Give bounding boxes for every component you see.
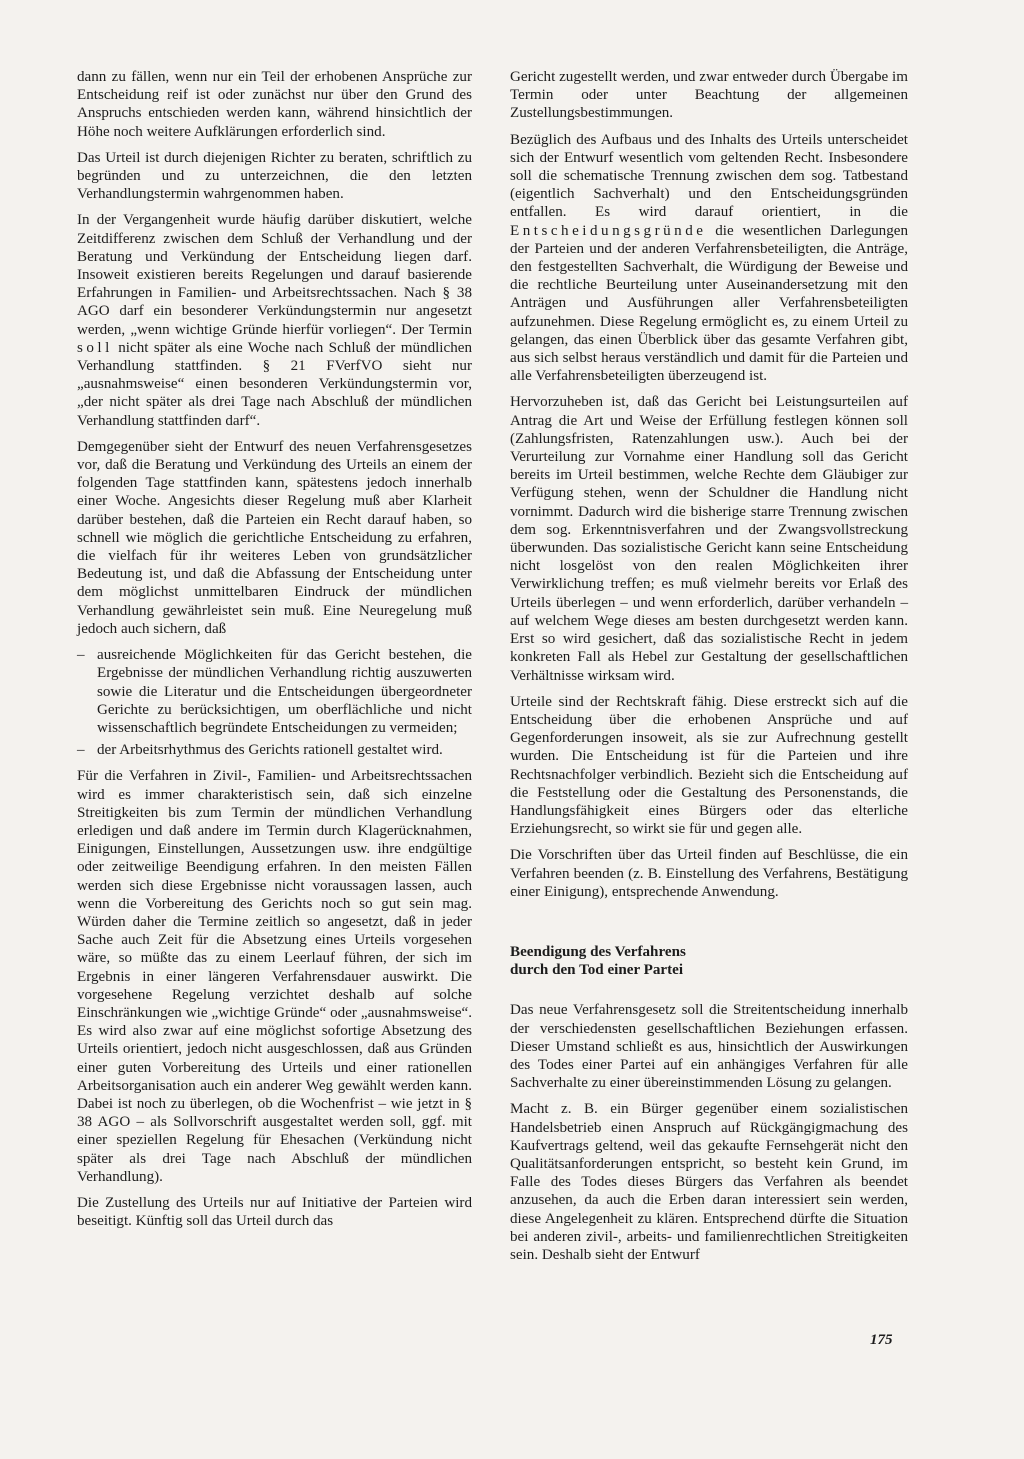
paragraph: Das neue Verfahrensgesetz soll die Streitentscheidung innerhalb der verschiedensten gesellschaftlichen Beziehungen erfassen. Dieser Umstand schließt es aus, hinsichtlich der Auswirkungen des Todes einer Partei auf ein anhängiges Verfahren für alle Sachverhalte zu einer übereinstimmenden Lösung zu gelangen. xyxy=(510,1002,908,1092)
left-column xyxy=(77,68,472,1238)
paragraph: Für die Verfahren in Zivil-, Familien- und Arbeitsrechtssachen wird es immer charakteristisch sein, daß sich einzelne Streitigkeiten bis zum Termin der mündlichen Verhandlung erledigen und daß andere im Termin durch Klagerücknahmen, Einigungen, Einstellungen, Aussetzungen usw. ihre endgültige oder zeitweilige Beendigung erfahren. In den meisten Fällen werden sich diese Ergebnisse nicht voraussagen lassen, auch wenn die Vorbereitung des Gerichts noch so gut sein mag. Würden daher die Termine zeitlich so angesetzt, daß in jeder Sache auch Zeit für die Absetzung eines Urteils vorgesehen wäre, so müßte das zu einem Leerlauf führen, der sich im Ergebnis in einer längeren Verfahrensdauer auswirkt. Die vorgesehene Regelung verzichtet deshalb auf solche Einschränkungen wie „wichtige Gründe“ oder „ausnahmsweise“. Es wird also zwar auf eine möglichst sofortige Absetzung des Urteils orientiert, jedoch nicht ausgeschlossen, daß aus Gründen einer guten Vorbereitung des Urteils und einer rationellen Arbeitsorganisation auch ein anderer Weg gewählt werden kann. Dabei ist noch zu überlegen, ob die Wochenfrist – wie jetzt in § 38 AGO – als Sollvorschrift ausgestaltet werden soll, ggf. mit einer speziellen Regelung für Ehesachen (Verkündung nicht später als drei Tage nach Abschluß der mündlichen Verhandlung). xyxy=(77,768,472,1185)
section-heading xyxy=(510,943,908,979)
paragraph-text: Bezüglich des Aufbaus und des Inhalts des Urteils unterscheidet sich der Entwurf wesentlich vom geltenden Recht. Insbesondere soll die schematische Trennung zwischen dem sog. Tatbestand (eigentlich Sachverhalt) und den Entscheidungsgründen entfallen. Es wird darauf orientiert, in die xyxy=(510,131,908,221)
dash-marker: – xyxy=(77,647,85,664)
paragraph: Die Zustellung des Urteils nur auf Initiative der Parteien wird beseitigt. Künftig soll das Urteil durch das xyxy=(77,1194,472,1230)
list-item xyxy=(77,741,472,759)
paragraph: Macht z. B. ein Bürger gegenüber einem sozialistischen Handelsbetrieb einen Anspruch auf Rückgängigmachung des Kaufvertrags geltend, weil das gekaufte Fernsehgerät nicht den Qualitätsanforderungen entspricht, so besteht kein Grund, im Falle des Todes dieses Bürgers das Verfahren als beendet anzusehen, da auch die Erben daran interessiert sein werden, diese Angelegenheit zu klären. Entsprechend dürfte die Situation bei anderen zivil-, arbeits- und familienrechtlichen Streitigkeiten sein. Deshalb sieht der Entwurf xyxy=(510,1101,908,1263)
section-heading-line1: Beendigung des Verfahrens xyxy=(510,943,686,960)
dash-marker: – xyxy=(77,742,85,759)
paragraph: Demgegenüber sieht der Entwurf des neuen Verfahrensgesetzes vor, daß die Beratung und Verkündung des Urteils an einem der folgenden Tage stattfinden kann, spätestens jedoch innerhalb einer Woche. Angesichts dieser Regelung muß aber Klarheit darüber bestehen, daß die Parteien ein Recht darauf haben, so schnell wie möglich die gerichtliche Entscheidung zu erfahren, die vielfach für ihr weiteres Leben von grundsätzlicher Bedeutung ist, und daß die Abfassung der Entscheidung unter dem möglichst unmittelbaren Eindruck der mündlichen Verhandlung gewährleistet sein muß. Eine Neuregelung muß jedoch auch sichern, daß xyxy=(77,438,472,637)
paragraph xyxy=(510,131,908,386)
paragraph xyxy=(77,211,472,429)
page-number: 175 xyxy=(870,1332,893,1348)
list-item-text: der Arbeitsrhythmus des Gerichts rationell gestaltet wird. xyxy=(97,742,443,759)
paragraph-text: nicht später als eine Woche nach Schluß der mündlichen Verhandlung stattfinden. § 21 FVerfVO sieht nur „ausnahmsweise“ einen besonderen Verkündungstermin vor, „der nicht später als drei Tage nach Abschluß der mündlichen Verhandlung stattfinden darf“. xyxy=(77,339,472,429)
paragraph-text: die wesentlichen Darlegungen der Parteien und der anderen Verfahrensbeteiligten, die Anträge, den festgestellten Sachverhalt, die Würdigung der Beweise und die rechtliche Beurteilung unter Auseinandersetzung mit den Anträgen und Ausführungen aller Verfahrensbeteiligten aufzunehmen. Diese Regelung ermöglicht es, zu einem Urteil zu gelangen, das einen Überblick über das gesamte Verfahren gibt, aus sich selbst heraus verständlich und damit für die Parteien und alle Verfahrensbeteiligten überzeugend ist. xyxy=(510,222,909,385)
right-column xyxy=(510,68,908,1272)
list-item xyxy=(77,646,472,737)
section-heading-line2: durch den Tod einer Partei xyxy=(510,962,684,979)
paragraph: Urteile sind der Rechtskraft fähig. Diese erstreckt sich auf die Entscheidung über die erhobenen Ansprüche und auf Gegenforderungen insoweit, als sie zur Aufrechnung gestellt wurden. Die Entscheidung ist für die Parteien und ihre Rechtsnachfolger verbindlich. Bezieht sich die Entscheidung auf die Feststellung oder die Gestaltung des Personenstands, die Handlungsfähigkeit eines Bürgers oder das elterliche Erziehungsrecht, so wirkt sie für und gegen alle. xyxy=(510,693,908,838)
paragraph-text: In der Vergangenheit wurde häufig darüber diskutiert, welche Zeitdifferenz zwischen dem Schluß der Verhandlung und der Beratung und Verkündung der Entscheidung liegen darf. Insoweit existieren bereits Regelungen und darauf basierende Erfahrungen in Familien- und Arbeitsrechtssachen. Nach § 38 AGO darf ein besonderer Verkündungstermin nur angesetzt werden, „wenn wichtige Gründe hierfür vorliegen“. Der Termin xyxy=(77,212,472,338)
spaced-emphasis: soll xyxy=(77,339,113,356)
paragraph: dann zu fällen, wenn nur ein Teil der erhobenen Ansprüche zur Entscheidung reif ist oder zunächst nur über den Grund des Anspruchs entschieden werden kann, während hinsichtlich der Höhe noch weitere Aufklärungen erforderlich sind. xyxy=(77,69,472,140)
paragraph: Das Urteil ist durch diejenigen Richter zu beraten, schriftlich zu begründen und zu unterzeichnen, die den letzten Verhandlungstermin wahrgenommen haben. xyxy=(77,149,472,203)
dash-list xyxy=(77,646,472,759)
paragraph: Gericht zugestellt werden, und zwar entweder durch Übergabe im Termin oder unter Beachtung der allgemeinen Zustellungsbestimmungen. xyxy=(510,69,908,122)
spaced-emphasis: Entscheidungsgründe xyxy=(510,222,707,239)
paragraph: Hervorzuheben ist, daß das Gericht bei Leistungsurteilen auf Antrag die Art und Weise der Erfüllung festlegen können soll (Zahlungsfristen, Ratenzahlungen usw.). Auch bei der Verurteilung zur Vornahme einer Handlung soll das Gericht bereits im Urteil bestimmen, welche Rechte dem Gläubiger zur Verfügung stehen, wenn der Schuldner die Handlung nicht vornimmt. Dadurch wird die bisherige starre Trennung zwischen dem sog. Erkenntnisverfahren und der Zwangsvollstreckung überwunden. Das sozialistische Gericht kann seine Entscheidung nicht losgelöst von den realen Möglichkeiten ihrer Verwirklichung treffen; es muß vielmehr bereits vor Erlaß des Urteils überlegen – und wenn erforderlich, darüber verhandeln – auf welchem Wege dieses am besten durchgesetzt werden kann. Erst so wird gesichert, daß das sozialistische Recht in jedem konkreten Fall als Hebel zur Gestaltung der gesellschaftlichen Verhältnisse wirksam wird. xyxy=(510,394,908,684)
paragraph: Die Vorschriften über das Urteil finden auf Beschlüsse, die ein Verfahren beenden (z. B. Einstellung des Verfahrens, Bestätigung einer Einigung), entsprechende Anwendung. xyxy=(510,847,908,900)
list-item-text: ausreichende Möglichkeiten für das Gericht bestehen, die Ergebnisse der mündlichen Verhandlung richtig auszuwerten sowie die Literatur und die Entscheidungen übergeordneter Gerichte zu berücksichtigen, um oberflächliche und nicht wissenschaftlich begründete Entscheidungen zu vermeiden; xyxy=(97,647,472,736)
